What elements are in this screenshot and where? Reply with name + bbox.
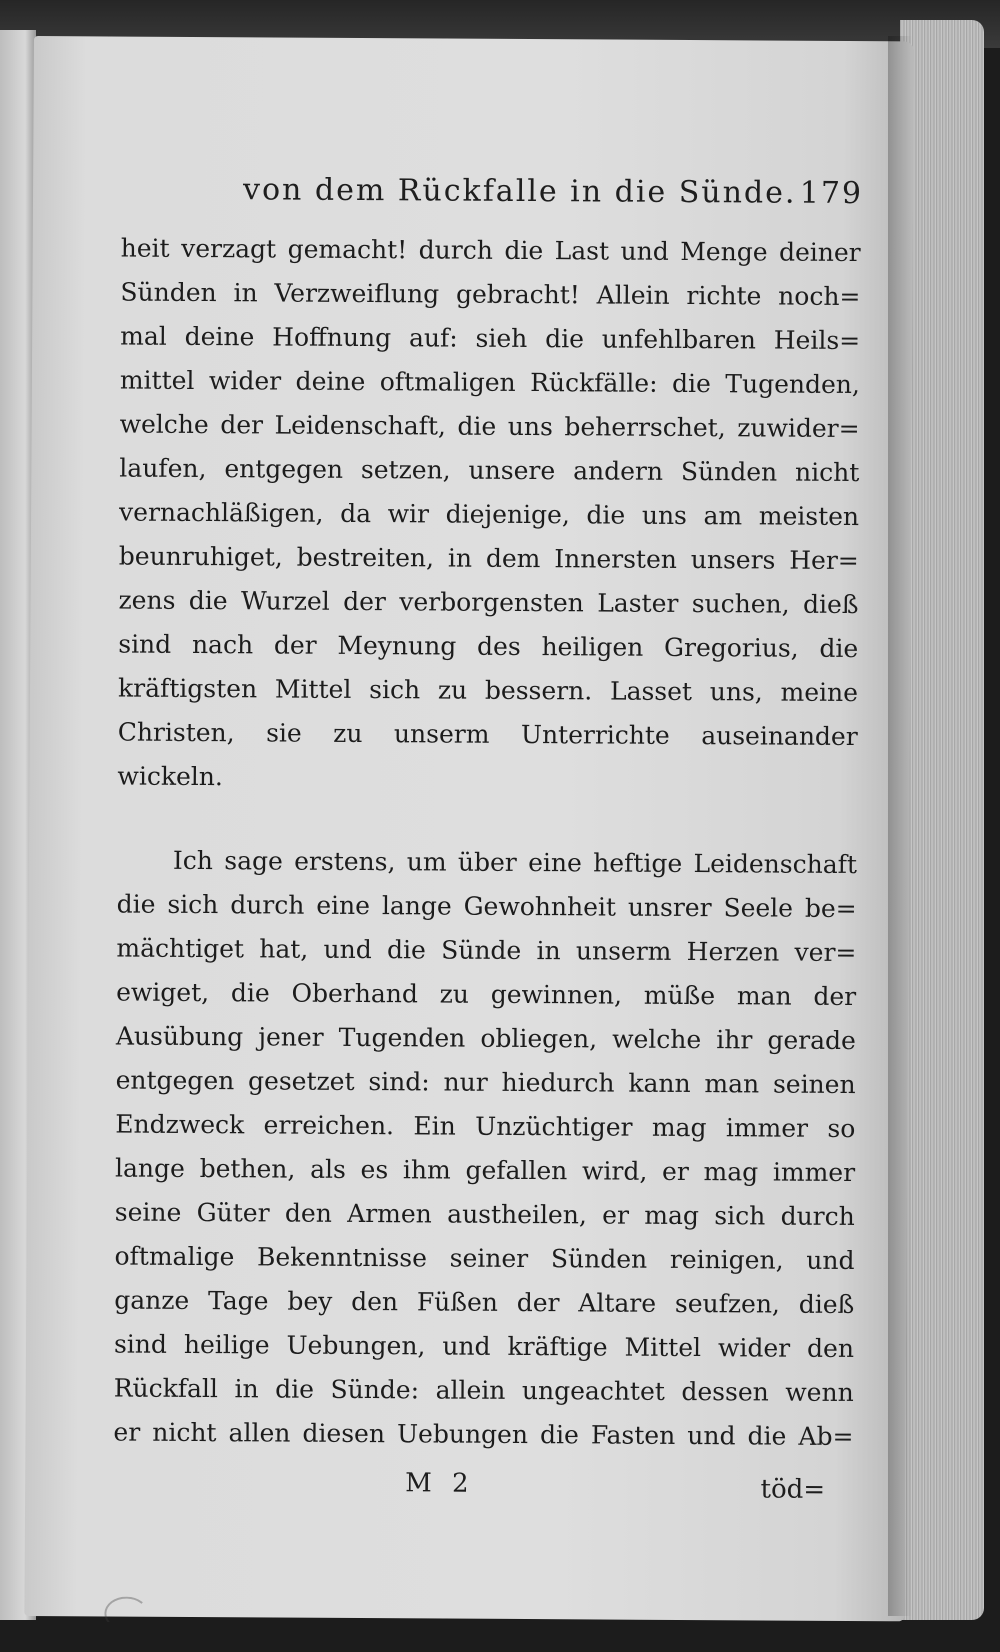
gutter-shadow xyxy=(888,36,912,1616)
text-line: beunruhiget, bestreiten, in dem Innersten unsers Her= xyxy=(118,541,859,576)
text-line: Ausübung jener Tugenden obliegen, welche ihr gerade xyxy=(115,1021,856,1056)
paragraph-1 xyxy=(117,227,860,804)
text-line: die sich durch eine lange Gewohnheit unsrer Seele be= xyxy=(116,889,857,924)
text-line: sind heilige Uebungen, und kräftige Mittel wider den xyxy=(113,1329,855,1364)
text-line: mal deine Hoffnung auf: sieh die unfehlbaren Heils= xyxy=(120,321,861,356)
text-line: sind nach der Meynung des heiligen Gregorius, die xyxy=(118,629,859,664)
signature-mark: M 2 xyxy=(405,1468,475,1499)
text-line: Endzweck erreichen. Ein Unzüchtiger mag immer so xyxy=(115,1109,856,1144)
text-line: Ich sage erstens, um über eine heftige Leidenschaft xyxy=(172,845,858,880)
text-line: laufen, entgegen setzen, unsere andern Sünden nicht xyxy=(119,453,860,488)
text-line: er nicht allen diesen Uebungen die Fasten und die Ab= xyxy=(113,1417,854,1452)
text-line: seine Güter den Armen austheilen, er mag sich durch xyxy=(114,1197,855,1232)
book-page xyxy=(24,36,914,1621)
text-line: Sünden in Verzweiflung gebracht! Allein richte noch= xyxy=(120,277,861,312)
text-line: Christen, sie zu unserm Unterrichte auseinander xyxy=(117,717,858,752)
running-head: von dem Rückfalle in die Sünde. xyxy=(242,172,797,211)
text-line: entgegen gesetzet sind: nur hiedurch kann man seinen xyxy=(115,1065,856,1100)
text-line: oftmalige Bekenntnisse seiner Sünden reinigen, und xyxy=(114,1241,855,1276)
paragraph-2 xyxy=(113,839,857,1460)
text-line: lange bethen, als es ihm gefallen wird, er mag immer xyxy=(114,1153,856,1188)
text-line: ewiget, die Oberhand zu gewinnen, müße man der xyxy=(116,977,857,1012)
catchword: töd= xyxy=(760,1474,826,1505)
page-footer xyxy=(405,1468,845,1505)
text-line: ganze Tage bey den Füßen der Altare seufzen, dieß xyxy=(114,1285,855,1320)
body-text xyxy=(113,227,860,1459)
page-header xyxy=(242,172,864,212)
text-line: mittel wider deine oftmaligen Rückfälle: die Tugenden, xyxy=(119,365,860,400)
bottom-edge xyxy=(0,1622,1000,1652)
text-line: wickeln. xyxy=(117,761,223,792)
text-line: welche der Leidenschaft, die uns beherrschet, zuwider= xyxy=(119,409,860,444)
text-line: kräftigsten Mittel sich zu bessern. Lasset uns, meine xyxy=(117,673,859,708)
page-number: 179 xyxy=(799,175,864,212)
text-line: mächtiget hat, und die Sünde in unserm Herzen ver= xyxy=(116,933,857,968)
paragraph-gap xyxy=(117,799,857,844)
text-line: zens die Wurzel der verborgensten Laster suchen, dieß xyxy=(118,585,859,620)
text-line: vernachläßigen, da wir diejenige, die uns am meisten xyxy=(119,497,860,532)
text-line: Rückfall in die Sünde: allein ungeachtet dessen wenn xyxy=(113,1373,854,1408)
text-line: heit verzagt gemacht! durch die Last und Menge deiner xyxy=(120,233,861,268)
